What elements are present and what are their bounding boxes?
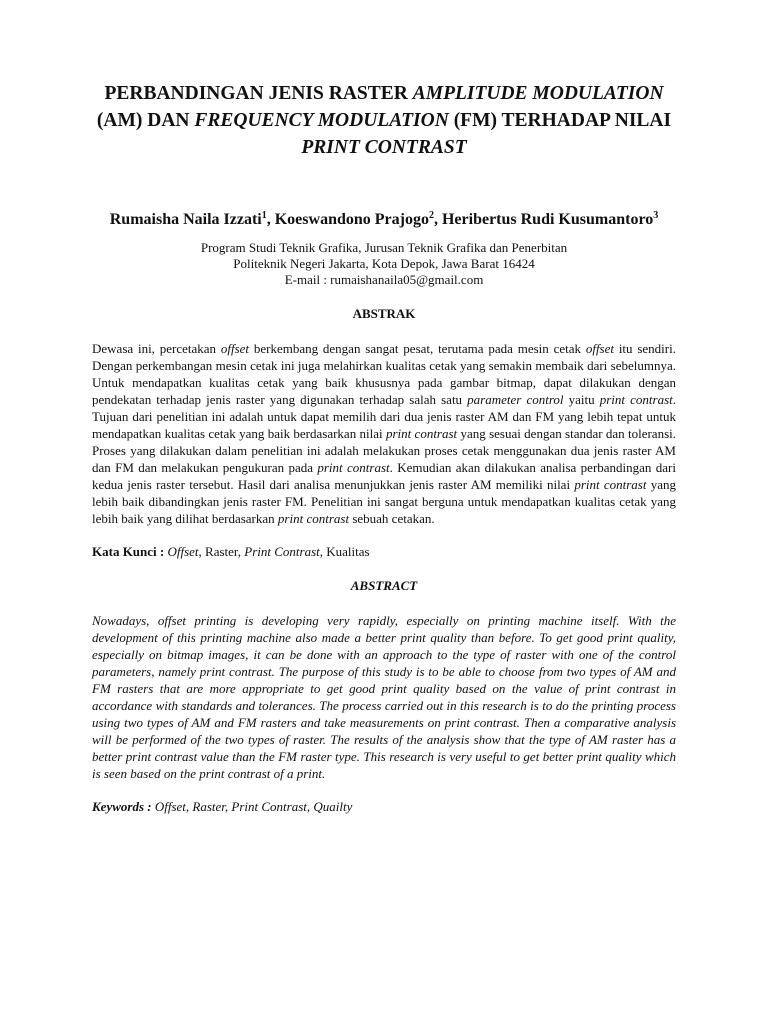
title-part-italic: PRINT CONTRAST (301, 137, 467, 158)
abstrak-run-italic: print contrast (599, 392, 673, 407)
abstrak-run: yaitu (563, 392, 600, 407)
keywords-value: Offset, Raster, Print Contrast, Quailty (151, 799, 353, 814)
abstrak-run: itu sendiri. Dengan perkembangan mesin cetak ini juga melahirkan kualitas cetak yang semakin membaik dari sebelumnya. Untuk mendapatkan kualitas cetak yang baik khususnya pada gambar bitmap, dapat dilakukan dengan pendekatan terhadap jenis raster yang digunakan terhadap salah satu (92, 341, 676, 407)
title-part-italic: FREQUENCY MODULATION (194, 110, 449, 131)
abstract-text: Nowadays, offset printing is developing very rapidly, especially on printing machine itself. With the development of this printing machine also made a better print quality than before. To get good print quality, especially on bitmap images, it can be done with an approach to the type of raster with one of the control parameters, namely print contrast. The purpose of this study is to be able to choose from two types of AM and FM rasters that are more appropriate to get good print quality based on the value of print contrast in accordance with standards and tolerances. The process carried out in this research is to do the printing process using two types of AM and FM rasters and take measurements on print contrast. Then a comparative analysis will be performed of the two types of raster. The results of the analysis show that the type of AM raster has a better print contrast value than the FM raster type. This research is very useful to get better print quality which is seen based on the print contrast of a print. (92, 613, 676, 781)
abstrak-run: yang lebih baik dibandingkan jenis raster FM. Penelitian ini sangat berguna untuk mendapatkan kualitas cetak yang lebih baik yang dilihat berdasarkan (92, 477, 676, 526)
kata-kunci-item: Offset (167, 544, 199, 559)
keywords-label: Keywords : (92, 799, 152, 814)
kata-kunci-label: Kata Kunci : (92, 544, 165, 559)
abstrak-run-italic: print contrast (317, 460, 390, 475)
paper-page (92, 80, 676, 815)
affiliation-block (92, 240, 676, 288)
abstrak-run: . Kemudian akan dilakukan analisa perbandingan dari kedua jenis raster tersebut. Hasil dari analisa menunjukkan jenis raster AM memiliki nilai (92, 460, 676, 492)
author-name: Rumaisha Naila Izzati (109, 211, 262, 228)
kata-kunci-line (92, 543, 676, 560)
abstrak-run-italic: print contrast (574, 477, 647, 492)
abstrak-run-italic: offset (220, 341, 250, 356)
title-part: (AM) DAN (96, 110, 195, 131)
abstrak-run-italic: print contrast (277, 511, 350, 526)
abstrak-run: yang sesuai dengan standar dan toleransi. Proses yang dilakukan dalam penelitian ini adalah melakukan proses cetak menggunakan dua jenis raster AM dan FM dan melakukan pengukuran pada (92, 426, 676, 475)
author-name: , Heribertus Rudi Kusumantoro (433, 211, 654, 228)
author-affiliation-mark: 3 (653, 210, 659, 221)
kata-kunci-item: , Raster, (198, 544, 245, 559)
author-affiliation-mark: 2 (428, 210, 434, 221)
affiliation-program: Program Studi Teknik Grafika, Jurusan Teknik Grafika dan Penerbitan (200, 240, 568, 255)
abstrak-run-italic: offset (585, 341, 614, 356)
title-part: PERBANDINGAN JENIS RASTER (104, 83, 413, 104)
abstract-heading: ABSTRACT (350, 578, 418, 593)
abstrak-run: sebuah cetakan. (349, 511, 435, 526)
title-part-italic: AMPLITUDE MODULATION (412, 83, 664, 104)
author-list (92, 210, 676, 230)
title-part: (FM) TERHADAP NILAI (448, 110, 672, 131)
affiliation-email: E-mail : rumaishanaila05@gmail.com (284, 272, 484, 287)
author-affiliation-mark: 1 (261, 210, 267, 221)
paper-title (92, 80, 676, 161)
abstrak-run-italic: parameter control (467, 392, 564, 407)
abstrak-run: . Tujuan dari penelitian ini adalah untuk dapat memilih dari dua jenis raster AM dan FM yang lebih tepat untuk mendapatkan kualitas cetak yang baik berdasarkan nilai (92, 392, 676, 441)
kata-kunci-item: , Kualitas (319, 544, 370, 559)
author-name: , Koeswandono Prajogo (266, 211, 429, 228)
abstrak-run: Dewasa ini, percetakan (92, 341, 221, 356)
abstrak-run-italic: print contrast (385, 426, 458, 441)
abstrak-text (92, 340, 676, 527)
keywords-line (92, 798, 676, 815)
abstrak-heading: ABSTRAK (352, 306, 416, 321)
abstrak-run: berkembang dengan sangat pesat, terutama pada mesin cetak (249, 341, 586, 356)
kata-kunci-item: Print Contrast (244, 544, 320, 559)
affiliation-institution: Politeknik Negeri Jakarta, Kota Depok, Jawa Barat 16424 (233, 256, 535, 271)
